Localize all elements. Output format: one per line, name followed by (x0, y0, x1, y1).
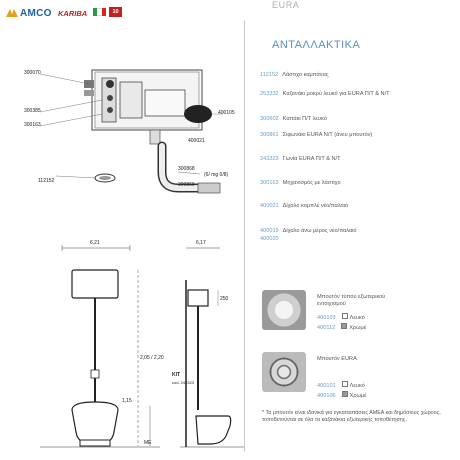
kit-code: cod. 243323 (172, 380, 195, 385)
flush-button-round-image (262, 352, 306, 392)
column-divider (244, 20, 245, 452)
label-400021: 400021 (188, 138, 205, 144)
installation-drawing (0, 240, 244, 455)
dim-side-height: 250 (220, 296, 229, 302)
part-row: 300163 Μηχανισμός με λάστιχο (260, 180, 341, 186)
button-caption: Μπουτόν τύπου εξωτερικού εντοιχισμού (317, 294, 386, 307)
warranty-badge: 10 (109, 7, 122, 17)
amco-logo: AMCO (6, 8, 52, 19)
label-300868: 300868 (178, 166, 195, 172)
flush-button-square-image (262, 290, 306, 330)
part-row: 400021 Δίχαλο κομπλέ νέο/παλαιό (260, 203, 349, 209)
option-row: 400103 Λευκό (317, 315, 365, 321)
amco-logo-icon (6, 9, 18, 17)
checkbox-icon (342, 381, 348, 387)
dim-front-width: 6,21 (90, 240, 100, 246)
part-row: 300861 Σιφωνάκι EURA Ν/Τ (άνευ μπουτόν) (260, 132, 373, 138)
part-row: 400020 (260, 236, 279, 242)
checkbox-filled-icon (342, 391, 348, 397)
part-row: 243323 Γωνία EURA Π/Τ & Ν/Τ (260, 156, 341, 162)
dim-height: 2,05 / 2,20 (140, 355, 164, 361)
part-row: 112152 Λάστιχο καμπάνας (260, 72, 329, 78)
label-300868-note: (6/ mg 0/8) (204, 172, 229, 178)
option-row: 400106 Χρωμέ (317, 393, 367, 399)
label-300070: 300070 (24, 70, 41, 76)
header-bar (0, 0, 460, 24)
option-row: 400112 Χρωμέ (317, 325, 367, 331)
dim-side-width: 6,17 (196, 240, 206, 246)
brand-title: EURA (272, 0, 300, 10)
button-caption: Μπουτόν EURA (317, 356, 357, 362)
label-112152: 112152 (38, 178, 55, 184)
dim-bottom: ME (144, 440, 152, 446)
label-300163: 300163 (24, 122, 41, 128)
option-row: 400101 Λευκό (317, 383, 365, 389)
label-400105: 400105 (218, 110, 235, 116)
part-row: 400019 Δίχαλο άνω μέρος νέο/παλαιό (260, 228, 357, 234)
checkbox-icon (342, 313, 348, 319)
dim-lower: 1,15 (122, 398, 132, 404)
part-row: 253332 Καζανάκι μοκρύ λευκό για EURA Π/Τ & Ν/Τ (260, 91, 390, 97)
footnote: * Τα μπουτόν είναι ιδανικά για εγκαταστάσεις ΑΜΕΑ και δημόσιους χώρους, τοποθετούνται σε όλα τα καζανάκια εξωτερικής τοποθέτησης. (262, 410, 441, 423)
part-row: 300602 Καπάκι Π/Τ λευκό (260, 116, 327, 122)
kariba-logo: KARIBA (58, 9, 88, 18)
mechanism-drawing (0, 60, 244, 220)
italy-flag-icon (93, 8, 106, 16)
label-300869: 300869 (178, 182, 195, 188)
label-300385: 300385 (24, 108, 41, 114)
checkbox-filled-icon (341, 323, 347, 329)
parts-title: ΑΝΤΑΛΛΑΚΤΙΚΑ (272, 39, 361, 51)
kit-label: KIT (172, 372, 181, 378)
